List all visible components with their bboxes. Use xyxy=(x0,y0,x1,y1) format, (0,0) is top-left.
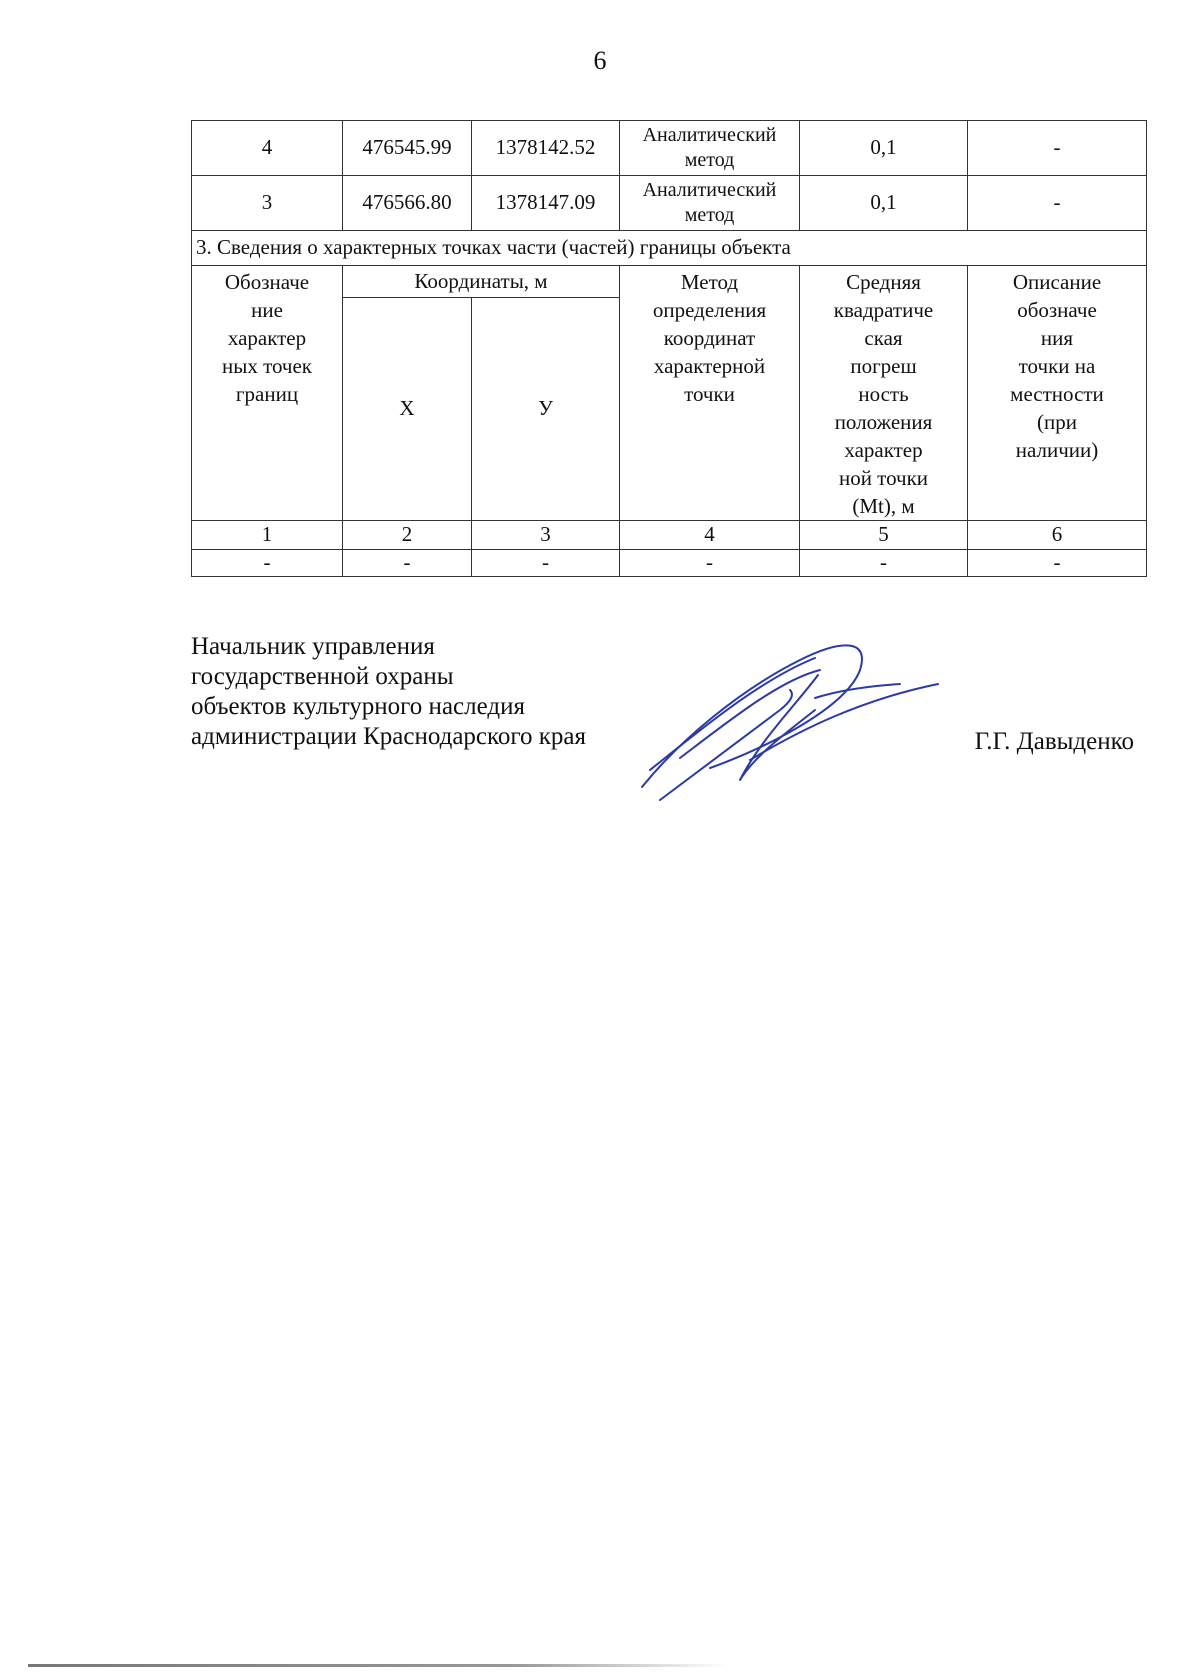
y-cell: 1378147.09 xyxy=(472,176,620,231)
accuracy-cell: 0,1 xyxy=(800,176,968,231)
description-cell: - xyxy=(968,176,1147,231)
point-cell: 3 xyxy=(192,176,343,231)
table-row xyxy=(192,550,1147,577)
column-number: 1 xyxy=(192,521,343,550)
column-number: 2 xyxy=(343,521,472,550)
signer-name: Г.Г. Давыденко xyxy=(974,728,1134,755)
table-row xyxy=(192,176,1147,231)
signatory-line: администрации Краснодарского края xyxy=(191,723,587,750)
header-method: Метод определения координат характерной точки xyxy=(620,266,800,521)
empty-cell: - xyxy=(968,550,1147,577)
column-number: 3 xyxy=(472,521,620,550)
signatory-line: объектов культурного наследия xyxy=(191,693,525,720)
table-row xyxy=(192,121,1147,176)
column-number-row xyxy=(192,521,1147,550)
x-cell: 476566.80 xyxy=(343,176,472,231)
point-cell: 4 xyxy=(192,121,343,176)
empty-cell: - xyxy=(620,550,800,577)
header-y: У xyxy=(472,297,620,520)
header-accuracy: Средняя квадратиче ская погреш ность положения характер ной точки (Mt), м xyxy=(800,266,968,521)
header-description: Описание обозначе ния точки на местности (при наличии) xyxy=(968,266,1147,521)
column-number: 4 xyxy=(620,521,800,550)
method-cell: Аналитический метод xyxy=(620,176,800,231)
signatory-title xyxy=(191,632,586,752)
empty-cell: - xyxy=(472,550,620,577)
header-coordinates: Координаты, м xyxy=(343,266,620,298)
column-number: 5 xyxy=(800,521,968,550)
description-cell: - xyxy=(968,121,1147,176)
signatory-line: Начальник управления xyxy=(191,633,435,660)
method-cell: Аналитический метод xyxy=(620,121,800,176)
empty-cell: - xyxy=(800,550,968,577)
y-cell: 1378142.52 xyxy=(472,121,620,176)
page-number: 6 xyxy=(593,46,607,75)
section-title-row xyxy=(192,231,1147,266)
signatory-line: государственной охраны xyxy=(191,663,454,690)
column-number: 6 xyxy=(968,521,1147,550)
section-title: 3. Сведения о характерных точках части (частей) границы объекта xyxy=(192,231,1147,266)
header-row xyxy=(192,266,1147,298)
handwritten-signature xyxy=(640,640,940,810)
coordinates-table xyxy=(191,120,1147,577)
header-x: X xyxy=(343,297,472,520)
empty-cell: - xyxy=(192,550,343,577)
accuracy-cell: 0,1 xyxy=(800,121,968,176)
scan-edge-line xyxy=(28,1664,728,1667)
x-cell: 476545.99 xyxy=(343,121,472,176)
empty-cell: - xyxy=(343,550,472,577)
header-point-designation: Обозначе ние характер ных точек границ xyxy=(192,266,343,521)
